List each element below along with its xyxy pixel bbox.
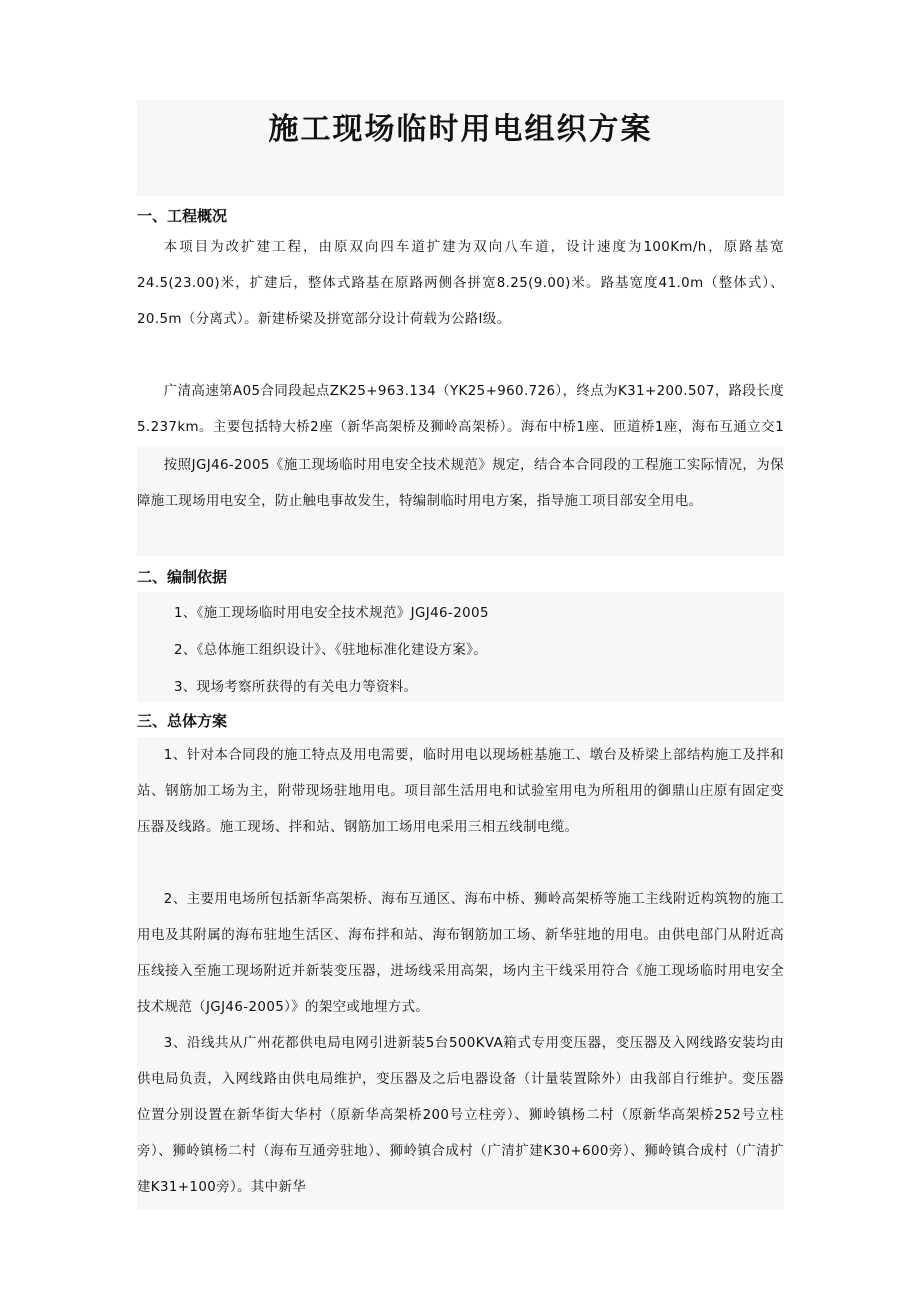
basis-item-3: 3、现场考察所获得的有关电力等资料。	[174, 680, 418, 695]
paragraph-overview-2: 广清高速第A05合同段起点ZK25+963.134（YK25+960.726），终点为K31+200.507，路段长度5.237km。主要包括特大桥2座（新华高架桥及狮岭高架桥）。海布中桥1座、匝道桥1座，海布互通立交1	[137, 384, 784, 435]
document-title: 施工现场临时用电组织方案	[268, 112, 653, 147]
paragraph-overview-1: 本项目为改扩建工程，由原双向四车道扩建为双向八车道，设计速度为100Km/h，原路基宽24.5(23.00)米，扩建后，整体式路基在原路两侧各拼宽8.25(9.00)米。路基宽度41.0m（整体式）、20.5m（分离式）。新建桥梁及拼宽部分设计荷载为公路Ⅰ级。	[137, 240, 784, 327]
section-heading-overview: 一、工程概况	[137, 207, 228, 225]
basis-item-1: 1、《施工现场临时用电安全技术规范》JGJ46-2005	[174, 606, 489, 621]
paragraph-plan-1: 1、针对本合同段的施工特点及用电需要，临时用电以现场桩基施工、墩台及桥梁上部结构施工及拌和站、钢筋加工场为主，附带现场驻地用电。项目部生活用电和试验室用电为所租用的御鼎山庄原有固定变压器及线路。施工现场、拌和站、钢筋加工场用电采用三相五线制电缆。	[137, 748, 784, 835]
paragraph-plan-2: 2、主要用电场所包括新华高架桥、海布互通区、海布中桥、狮岭高架桥等施工主线附近构筑物的施工用电及其附属的海布驻地生活区、海布拌和站、海布钢筋加工场、新华驻地的用电。由供电部门从附近高压线接入至施工现场附近并新装变压器，进场线采用高架，场内主干线采用符合《施工现场临时用电安全技术规范（JGJ46-2005）》的架空或地埋方式。	[137, 892, 784, 1015]
paragraph-overview-3: 按照JGJ46-2005《施工现场临时用电安全技术规范》规定，结合本合同段的工程施工实际情况，为保障施工现场用电安全，防止触电事故发生，特编制临时用电方案，指导施工项目部安全用电。	[137, 458, 784, 509]
section-heading-plan: 三、总体方案	[137, 712, 228, 730]
section-heading-basis: 二、编制依据	[137, 568, 228, 586]
basis-item-2: 2、《总体施工组织设计》、《驻地标准化建设方案》。	[174, 643, 488, 658]
paragraph-plan-3: 3、沿线共从广州花都供电局电网引进新装5台500KVA箱式专用变压器，变压器及入网线路安装均由供电局负责，入网线路由供电局维护，变压器及之后电器设备（计量装置除外）由我部自行维护。变压器位置分别设置在新华街大华村（原新华高架桥200号立柱旁）、狮岭镇杨二村（原新华高架桥252号立柱旁）、狮岭镇杨二村（海布互通旁驻地）、狮岭镇合成村（广清扩建K30+600旁）、狮岭镇合成村（广清扩建K31+100旁）。其中新华	[137, 1036, 784, 1195]
